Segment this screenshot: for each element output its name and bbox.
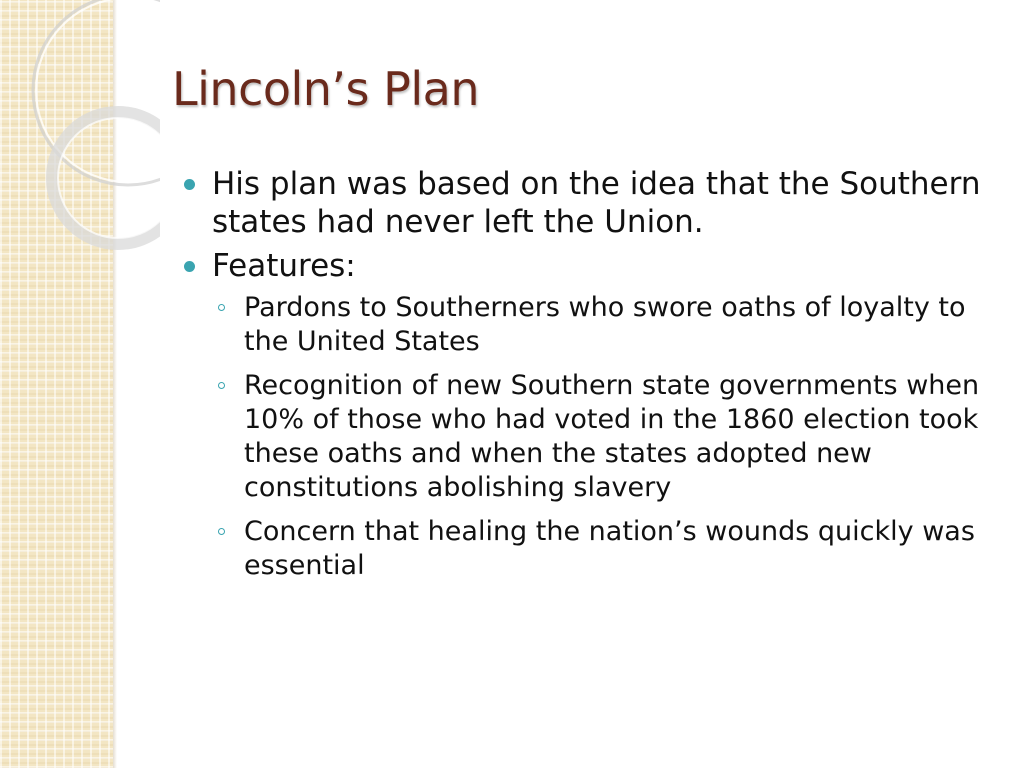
bullet-ring-icon [218, 528, 225, 535]
sub-bullet-list [180, 291, 1000, 583]
bullet-ring-icon [218, 304, 225, 311]
bullet-dot-icon [184, 179, 195, 190]
sub-bullet-text: Pardons to Southerners who swore oaths of loyalty to the United States [244, 292, 966, 357]
bullet-ring-icon [218, 382, 225, 389]
decorative-circles [0, 0, 160, 260]
sub-bullet-item [180, 291, 1000, 359]
bullet-text: His plan was based on the idea that the Southern states had never left the Union. [212, 166, 981, 240]
bullet-text: Features: [212, 248, 356, 284]
sub-bullet-item [180, 515, 1000, 583]
bullet-item [180, 165, 1000, 241]
bullet-item [180, 247, 1000, 285]
slide-content [180, 165, 1000, 593]
sub-bullet-item [180, 369, 1000, 505]
decorative-ring-inner [52, 112, 160, 244]
sub-bullet-text: Concern that healing the nation’s wounds quickly was essential [244, 516, 975, 581]
bullet-dot-icon [184, 261, 195, 272]
slide-title: Lincoln’s Plan [172, 62, 480, 116]
sub-bullet-text: Recognition of new Southern state governments when 10% of those who had voted in the 1860 election took these oaths and when the states adopted new constitutions abolishing slavery [244, 370, 980, 503]
